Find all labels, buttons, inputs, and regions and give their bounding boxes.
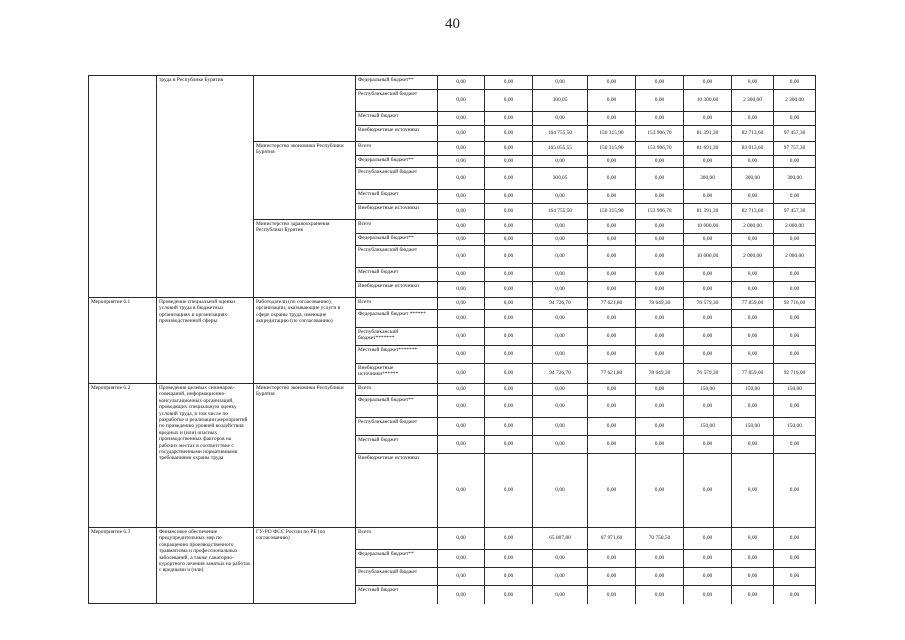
value-cell: 94 726,70 — [533, 364, 588, 384]
value-cell: 150 315,90 — [588, 142, 636, 156]
value-cell: 0,00 — [485, 268, 533, 282]
value-cell: 165 055,55 — [533, 142, 588, 156]
value-cell: 0,00 — [533, 190, 588, 204]
value-cell: 0,00 — [636, 156, 684, 168]
value-cell: 97 457,30 — [774, 204, 816, 220]
value-cell: 0,00 — [533, 234, 588, 246]
value-cell: 0,00 — [774, 328, 816, 346]
value-cell: 0,00 — [438, 396, 485, 418]
value-cell: 150 315,90 — [588, 204, 636, 220]
value-cell: 0,00 — [438, 568, 485, 586]
value-cell: 0,00 — [485, 220, 533, 234]
value-cell: 0,00 — [438, 364, 485, 384]
value-cell: 77 621,80 — [588, 364, 636, 384]
source-cell: Внебюджетные источники — [356, 454, 438, 528]
event-name-cell: Финансовое обеспечение предупредительных мер по сокращению производственного травматизма и профессиональных заболеваний, а также санаторно-курортного лечения занятых на работах с вредными и (или) — [157, 528, 254, 604]
value-cell: 0,00 — [636, 268, 684, 282]
value-cell: 0,00 — [533, 586, 588, 604]
value-cell: 0,00 — [732, 586, 774, 604]
executor-cell: Министерство экономики Республики Бурятия — [254, 384, 356, 528]
value-cell: 164 755,50 — [533, 204, 588, 220]
value-cell: 0,00 — [438, 528, 485, 550]
value-cell: 0,00 — [774, 568, 816, 586]
value-cell: 0,00 — [732, 190, 774, 204]
executor-cell: ГУ-РО ФСС России по РБ (по согласованию) — [254, 528, 356, 604]
value-cell: 82 713,60 — [732, 204, 774, 220]
source-cell: Внебюджетные источники — [356, 282, 438, 298]
source-cell: Внебюджетные источники — [356, 204, 438, 220]
value-cell: 0,00 — [636, 346, 684, 364]
table-row — [89, 76, 816, 90]
value-cell: 0,00 — [588, 396, 636, 418]
value-cell: 76 579,30 — [684, 298, 732, 310]
value-cell: 0,00 — [533, 112, 588, 126]
value-cell: 0,00 — [684, 586, 732, 604]
value-cell: 0,00 — [774, 586, 816, 604]
value-cell: 153 906,70 — [636, 142, 684, 156]
value-cell: 0,00 — [438, 346, 485, 364]
value-cell: 0,00 — [533, 346, 588, 364]
event-name-cell: Проведение специальной оценки условий труда в бюджетных организациях и организациях производственной сферы — [157, 298, 254, 384]
value-cell: 300,00 — [732, 168, 774, 190]
value-cell: 0,00 — [732, 76, 774, 90]
source-cell: Федеральный бюджет** — [356, 396, 438, 418]
source-cell: Республиканский бюджет — [356, 418, 438, 436]
value-cell: 0,00 — [636, 76, 684, 90]
value-cell: 0,00 — [684, 156, 732, 168]
value-cell: 0,00 — [533, 220, 588, 234]
value-cell: 0,00 — [438, 418, 485, 436]
value-cell: 0,00 — [438, 220, 485, 234]
value-cell: 0,00 — [588, 418, 636, 436]
value-cell: 0,00 — [533, 268, 588, 282]
value-cell: 92 716,00 — [774, 298, 816, 310]
value-cell: 0,00 — [588, 168, 636, 190]
event-code-cell: Мероприятие 6.3 — [89, 528, 157, 604]
value-cell: 150,00 — [732, 384, 774, 396]
value-cell: 70 758,50 — [636, 528, 684, 550]
value-cell: 0,00 — [588, 328, 636, 346]
event-code-cell: Мероприятие 6.1 — [89, 298, 157, 384]
value-cell: 0,00 — [588, 190, 636, 204]
value-cell: 0,00 — [438, 234, 485, 246]
source-cell: Федеральный бюджет** — [356, 550, 438, 568]
value-cell: 0,00 — [588, 454, 636, 528]
value-cell: 0,00 — [485, 190, 533, 204]
value-cell: 0,00 — [438, 112, 485, 126]
value-cell: 0,00 — [533, 156, 588, 168]
value-cell: 0,00 — [732, 156, 774, 168]
source-cell: Республиканский бюджет — [356, 246, 438, 268]
value-cell: 0,00 — [684, 454, 732, 528]
source-cell: Всего — [356, 142, 438, 156]
value-cell: 0,00 — [485, 142, 533, 156]
value-cell: 0,00 — [636, 246, 684, 268]
value-cell: 0,00 — [636, 396, 684, 418]
value-cell: 0,00 — [588, 90, 636, 112]
value-cell: 0,00 — [684, 76, 732, 90]
value-cell: 0,00 — [774, 454, 816, 528]
event-name-cell: Проведение целевых семинаров-совещаний, информационно-консультационных организаций, проводящих специальную оценку условий труда, в том числе по разработке и реализации мероприятий по приведению уровней воздействия вредных и (или) опасных производственных факторов на рабочих местах в соответствие с государственными нормативными требованиями охраны труда — [157, 384, 254, 528]
value-cell: 0,00 — [588, 156, 636, 168]
value-cell: 0,00 — [588, 384, 636, 396]
value-cell: 153 906,70 — [636, 204, 684, 220]
code-cell — [89, 76, 157, 298]
value-cell: 0,00 — [485, 76, 533, 90]
table-row — [89, 528, 816, 550]
value-cell: 0,00 — [485, 454, 533, 528]
value-cell: 0,00 — [732, 396, 774, 418]
value-cell: 0,00 — [774, 112, 816, 126]
value-cell: 65 807,80 — [533, 528, 588, 550]
value-cell: 0,00 — [485, 384, 533, 396]
source-cell: Внебюджетные источники — [356, 126, 438, 142]
value-cell: 0,00 — [774, 156, 816, 168]
value-cell: 0,00 — [438, 550, 485, 568]
value-cell: 0,00 — [485, 282, 533, 298]
value-cell: 0,00 — [732, 454, 774, 528]
executor-cell: Министерство экономики Республики Бурятия — [254, 142, 356, 220]
value-cell: 0,00 — [684, 112, 732, 126]
value-cell: 0,00 — [485, 246, 533, 268]
value-cell: 0,00 — [588, 550, 636, 568]
value-cell: 0,00 — [533, 418, 588, 436]
value-cell: 2 000,00 — [732, 246, 774, 268]
value-cell: 0,00 — [774, 76, 816, 90]
value-cell: 0,00 — [485, 204, 533, 220]
value-cell: 0,00 — [533, 454, 588, 528]
value-cell: 0,00 — [588, 220, 636, 234]
value-cell: 0,00 — [588, 586, 636, 604]
value-cell: 0,00 — [485, 346, 533, 364]
value-cell: 0,00 — [438, 246, 485, 268]
value-cell: 0,00 — [438, 76, 485, 90]
source-cell: Всего — [356, 220, 438, 234]
value-cell: 0,00 — [774, 310, 816, 328]
value-cell: 0,00 — [732, 112, 774, 126]
value-cell: 0,00 — [636, 328, 684, 346]
value-cell: 0,00 — [485, 168, 533, 190]
source-cell: Внебюджетные источники****** — [356, 364, 438, 384]
value-cell: 0,00 — [438, 328, 485, 346]
value-cell: 0,00 — [636, 310, 684, 328]
value-cell: 0,00 — [684, 190, 732, 204]
source-cell: Местный бюджет******* — [356, 346, 438, 364]
value-cell: 0,00 — [438, 586, 485, 604]
value-cell: 97 457,30 — [774, 126, 816, 142]
value-cell: 0,00 — [485, 328, 533, 346]
source-cell: Республиканский бюджет******* — [356, 328, 438, 346]
event-name-cell: труда в Республике Бурятия — [157, 76, 254, 298]
value-cell: 0,00 — [588, 310, 636, 328]
value-cell: 78 649,30 — [636, 298, 684, 310]
value-cell: 0,00 — [636, 384, 684, 396]
value-cell: 0,00 — [732, 328, 774, 346]
value-cell: 0,00 — [732, 310, 774, 328]
source-cell: Всего — [356, 298, 438, 310]
value-cell: 0,00 — [485, 586, 533, 604]
value-cell: 0,00 — [774, 396, 816, 418]
value-cell: 0,00 — [485, 298, 533, 310]
source-cell: Республиканский бюджет — [356, 90, 438, 112]
value-cell: 150 315,90 — [588, 126, 636, 142]
value-cell: 0,00 — [732, 234, 774, 246]
value-cell: 0,00 — [636, 90, 684, 112]
value-cell: 164 755,50 — [533, 126, 588, 142]
value-cell: 0,00 — [438, 282, 485, 298]
value-cell: 0,00 — [588, 234, 636, 246]
event-code-cell: Мероприятие 6.2 — [89, 384, 157, 528]
value-cell: 0,00 — [588, 268, 636, 282]
source-cell: Местный бюджет — [356, 112, 438, 126]
value-cell: 0,00 — [533, 396, 588, 418]
value-cell: 10 300,00 — [684, 90, 732, 112]
value-cell: 0,00 — [438, 384, 485, 396]
source-cell: Местный бюджет — [356, 268, 438, 282]
value-cell: 0,00 — [774, 528, 816, 550]
executor-cell: Работодатели (по согласованию), организации, оказывающие услуги в сфере охраны труда, имеющие аккредитацию (по согласованию) — [254, 298, 356, 384]
value-cell: 0,00 — [438, 454, 485, 528]
value-cell: 2 000,00 — [774, 220, 816, 234]
value-cell: 0,00 — [636, 282, 684, 298]
value-cell: 0,00 — [485, 528, 533, 550]
value-cell: 300,05 — [533, 90, 588, 112]
value-cell: 0,00 — [684, 268, 732, 282]
value-cell: 0,00 — [485, 418, 533, 436]
value-cell: 0,00 — [588, 246, 636, 268]
value-cell: 0,00 — [636, 568, 684, 586]
value-cell: 0,00 — [684, 568, 732, 586]
value-cell: 150,00 — [684, 418, 732, 436]
value-cell: 0,00 — [684, 396, 732, 418]
table-row — [89, 298, 816, 310]
value-cell: 0,00 — [636, 112, 684, 126]
value-cell: 81 391,30 — [684, 126, 732, 142]
value-cell: 0,00 — [588, 76, 636, 90]
executor-cell — [254, 76, 356, 142]
value-cell: 0,00 — [533, 436, 588, 454]
value-cell: 0,00 — [533, 310, 588, 328]
value-cell: 0,00 — [485, 234, 533, 246]
source-cell: Федеральный бюджет** — [356, 76, 438, 90]
value-cell: 0,00 — [485, 126, 533, 142]
value-cell: 0,00 — [732, 346, 774, 364]
value-cell: 150,00 — [774, 418, 816, 436]
value-cell: 0,00 — [485, 310, 533, 328]
value-cell: 0,00 — [438, 168, 485, 190]
value-cell: 300,05 — [533, 168, 588, 190]
value-cell: 0,00 — [533, 384, 588, 396]
value-cell: 0,00 — [533, 246, 588, 268]
value-cell: 0,00 — [588, 282, 636, 298]
value-cell: 0,00 — [438, 436, 485, 454]
source-cell: Всего — [356, 384, 438, 396]
value-cell: 153 906,70 — [636, 126, 684, 142]
value-cell: 0,00 — [774, 550, 816, 568]
value-cell: 0,00 — [533, 282, 588, 298]
value-cell: 0,00 — [438, 204, 485, 220]
value-cell: 300,00 — [684, 168, 732, 190]
value-cell: 94 726,70 — [533, 298, 588, 310]
value-cell: 0,00 — [485, 568, 533, 586]
source-cell: Местный бюджет — [356, 586, 438, 604]
value-cell: 0,00 — [636, 190, 684, 204]
value-cell: 10 000,00 — [684, 246, 732, 268]
value-cell: 0,00 — [485, 436, 533, 454]
value-cell: 0,00 — [774, 346, 816, 364]
source-cell: Республиканский бюджет — [356, 568, 438, 586]
value-cell: 0,00 — [636, 234, 684, 246]
value-cell: 0,00 — [485, 90, 533, 112]
value-cell: 0,00 — [636, 168, 684, 190]
value-cell: 0,00 — [438, 298, 485, 310]
value-cell: 0,00 — [774, 234, 816, 246]
value-cell: 0,00 — [636, 586, 684, 604]
value-cell: 2 000,00 — [732, 220, 774, 234]
source-cell: Федеральный бюджет** — [356, 234, 438, 246]
value-cell: 77 621,80 — [588, 298, 636, 310]
value-cell: 0,00 — [438, 126, 485, 142]
value-cell: 0,00 — [732, 436, 774, 454]
value-cell: 82 713,60 — [732, 126, 774, 142]
value-cell: 0,00 — [485, 156, 533, 168]
value-cell: 0,00 — [774, 282, 816, 298]
value-cell: 0,00 — [774, 436, 816, 454]
value-cell: 78 649,30 — [636, 364, 684, 384]
value-cell: 77 859,00 — [732, 364, 774, 384]
value-cell: 0,00 — [533, 568, 588, 586]
value-cell: 0,00 — [588, 346, 636, 364]
value-cell: 67 971,60 — [588, 528, 636, 550]
value-cell: 0,00 — [485, 364, 533, 384]
value-cell: 0,00 — [732, 528, 774, 550]
value-cell: 0,00 — [533, 76, 588, 90]
value-cell: 0,00 — [588, 112, 636, 126]
value-cell: 300,00 — [774, 168, 816, 190]
value-cell: 150,00 — [684, 384, 732, 396]
value-cell: 0,00 — [774, 268, 816, 282]
value-cell: 0,00 — [684, 550, 732, 568]
value-cell: 10 000,00 — [684, 220, 732, 234]
value-cell: 92 716,00 — [774, 364, 816, 384]
value-cell: 150,00 — [774, 384, 816, 396]
value-cell: 0,00 — [485, 112, 533, 126]
source-cell: Республиканский бюджет — [356, 168, 438, 190]
value-cell: 0,00 — [732, 568, 774, 586]
value-cell: 0,00 — [438, 142, 485, 156]
value-cell: 76 579,30 — [684, 364, 732, 384]
value-cell: 0,00 — [684, 310, 732, 328]
value-cell: 0,00 — [533, 550, 588, 568]
value-cell: 0,00 — [588, 436, 636, 454]
value-cell: 150,00 — [732, 418, 774, 436]
budget-table — [88, 75, 816, 604]
value-cell: 0,00 — [684, 528, 732, 550]
value-cell: 2 300,00 — [732, 90, 774, 112]
source-cell: Местный бюджет — [356, 190, 438, 204]
source-cell: Местный бюджет — [356, 436, 438, 454]
value-cell: 0,00 — [684, 282, 732, 298]
source-cell: Всего — [356, 528, 438, 550]
value-cell: 0,00 — [636, 418, 684, 436]
value-cell: 81 391,30 — [684, 204, 732, 220]
value-cell: 77 859,00 — [732, 298, 774, 310]
value-cell: 0,00 — [438, 90, 485, 112]
value-cell: 97 757,30 — [774, 142, 816, 156]
source-cell: Федеральный бюджет** — [356, 156, 438, 168]
executor-cell: Министерство здравоохранения Республики Бурятия — [254, 220, 356, 298]
value-cell: 0,00 — [533, 328, 588, 346]
value-cell: 0,00 — [732, 550, 774, 568]
value-cell: 0,00 — [684, 328, 732, 346]
value-cell: 0,00 — [485, 550, 533, 568]
value-cell: 0,00 — [438, 190, 485, 204]
value-cell: 0,00 — [684, 436, 732, 454]
value-cell: 0,00 — [684, 346, 732, 364]
value-cell: 0,00 — [438, 268, 485, 282]
value-cell: 0,00 — [636, 454, 684, 528]
value-cell: 0,00 — [732, 282, 774, 298]
table-row — [89, 384, 816, 396]
value-cell: 0,00 — [485, 396, 533, 418]
value-cell: 83 013,60 — [732, 142, 774, 156]
source-cell: Федеральный бюджет ****** — [356, 310, 438, 328]
value-cell: 0,00 — [636, 220, 684, 234]
value-cell: 0,00 — [438, 310, 485, 328]
value-cell: 0,00 — [774, 190, 816, 204]
value-cell: 2 300,00 — [774, 90, 816, 112]
value-cell: 0,00 — [588, 568, 636, 586]
value-cell: 0,00 — [636, 436, 684, 454]
value-cell: 0,00 — [684, 234, 732, 246]
value-cell: 81 691,30 — [684, 142, 732, 156]
value-cell: 0,00 — [636, 550, 684, 568]
page-number: 40 — [445, 16, 460, 32]
value-cell: 0,00 — [438, 156, 485, 168]
value-cell: 0,00 — [732, 268, 774, 282]
value-cell: 2 000,00 — [774, 246, 816, 268]
